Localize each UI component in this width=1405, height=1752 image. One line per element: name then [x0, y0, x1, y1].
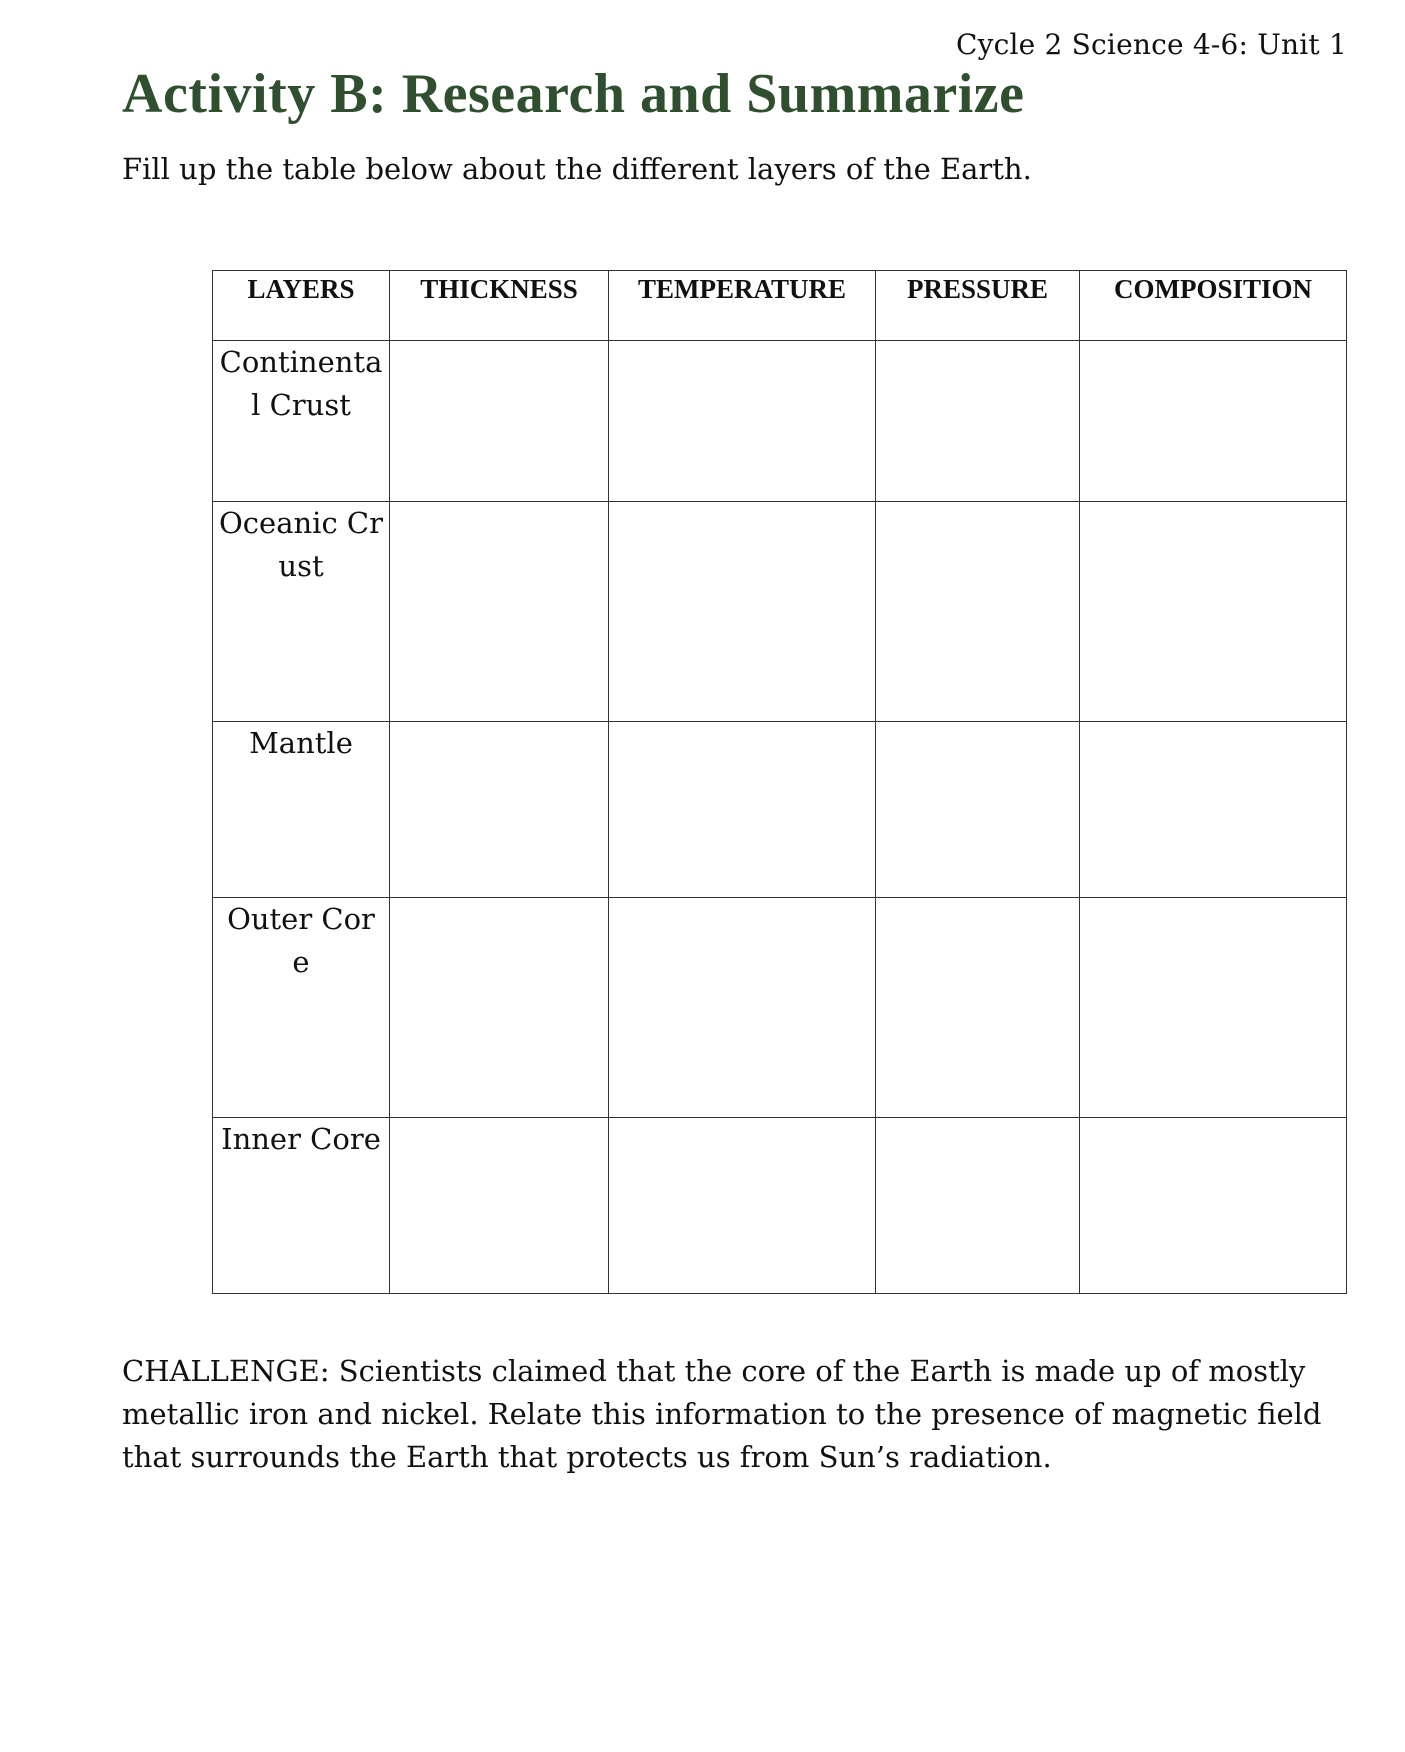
challenge-text: CHALLENGE: Scientists claimed that the core of the Earth is made up of mostly metallic iron and nickel. Relate this information to the presence of magnetic field that surrounds the Earth that protects us from Sun’s radiation.: [122, 1354, 1322, 1474]
layer-name-cell: Continental Crust: [213, 341, 390, 502]
temperature-cell[interactable]: [609, 1118, 876, 1294]
pressure-cell[interactable]: [876, 898, 1080, 1118]
table-row: [213, 1118, 1347, 1294]
layer-name-cell: Inner Core: [213, 1118, 390, 1294]
temperature-cell[interactable]: [609, 502, 876, 722]
unit-header: Cycle 2 Science 4-6: Unit 1: [955, 28, 1347, 61]
pressure-cell[interactable]: [876, 502, 1080, 722]
composition-cell[interactable]: [1080, 1118, 1347, 1294]
pressure-cell[interactable]: [876, 722, 1080, 898]
composition-cell[interactable]: [1080, 898, 1347, 1118]
table-header-row: [213, 271, 1347, 341]
earth-layers-table: [212, 270, 1347, 1294]
column-header-composition: COMPOSITION: [1080, 271, 1347, 341]
table-row: [213, 341, 1347, 502]
thickness-cell[interactable]: [390, 341, 609, 502]
temperature-cell[interactable]: [609, 722, 876, 898]
thickness-cell[interactable]: [390, 722, 609, 898]
temperature-cell[interactable]: [609, 898, 876, 1118]
composition-cell[interactable]: [1080, 502, 1347, 722]
instruction-text: Fill up the table below about the different layers of the Earth.: [122, 152, 1032, 186]
pressure-cell[interactable]: [876, 341, 1080, 502]
thickness-cell[interactable]: [390, 502, 609, 722]
table-row: [213, 722, 1347, 898]
page-title: Activity B: Research and Summarize: [122, 63, 1025, 125]
layer-name-cell: Outer Core: [213, 898, 390, 1118]
thickness-cell[interactable]: [390, 1118, 609, 1294]
column-header-pressure: PRESSURE: [876, 271, 1080, 341]
temperature-cell[interactable]: [609, 341, 876, 502]
pressure-cell[interactable]: [876, 1118, 1080, 1294]
table-row: [213, 502, 1347, 722]
layer-name-cell: Mantle: [213, 722, 390, 898]
column-header-layers: LAYERS: [213, 271, 390, 341]
thickness-cell[interactable]: [390, 898, 609, 1118]
layer-name-cell: Oceanic Crust: [213, 502, 390, 722]
composition-cell[interactable]: [1080, 341, 1347, 502]
table-row: [213, 898, 1347, 1118]
composition-cell[interactable]: [1080, 722, 1347, 898]
column-header-thickness: THICKNESS: [390, 271, 609, 341]
column-header-temperature: TEMPERATURE: [609, 271, 876, 341]
